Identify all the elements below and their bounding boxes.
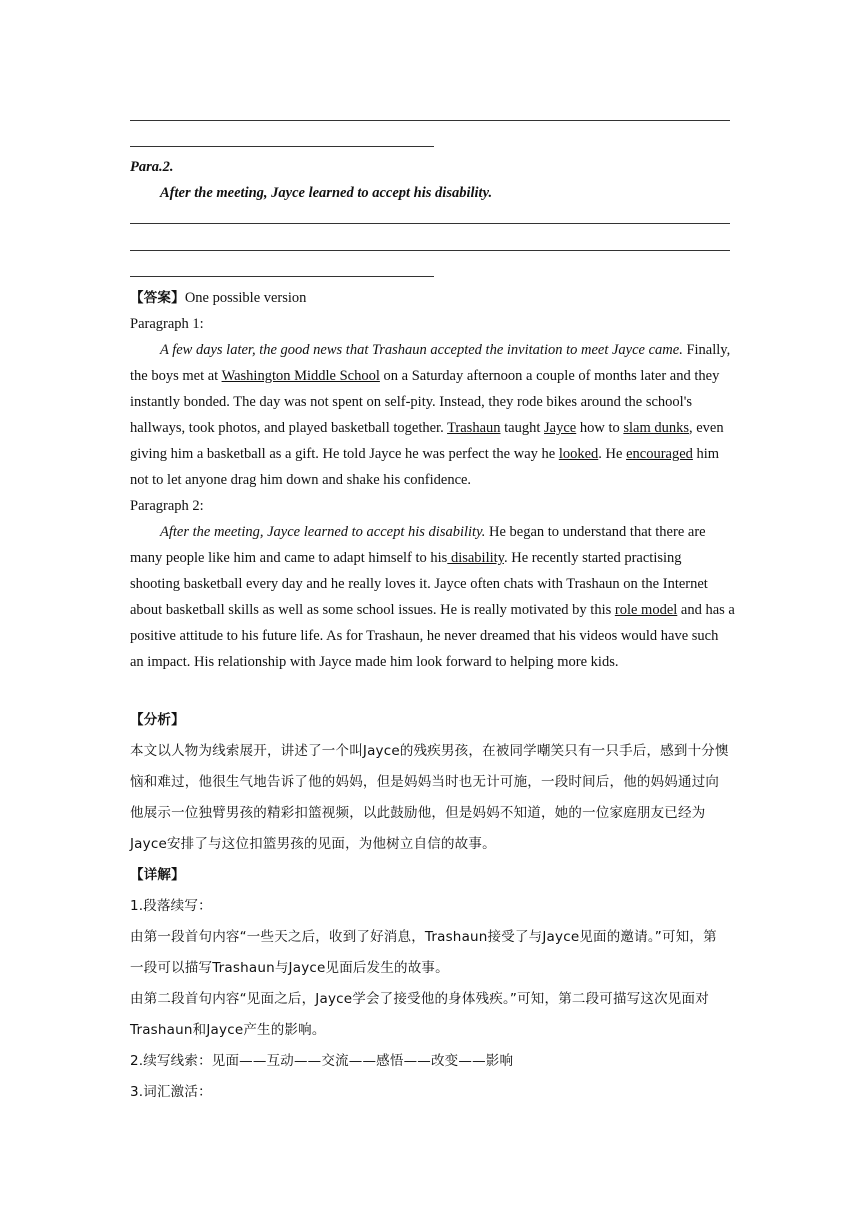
detail-step1-para2: 由第二段首句内容“见面之后，Jayce学会了接受他的身体残疾。”可知，第二段可描写这次见面对Trashaun和Jayce产生的影响。	[130, 991, 709, 1038]
answer-line[interactable]	[130, 120, 730, 121]
answer-line[interactable]	[130, 223, 730, 224]
paragraph2-text: After the meeting, Jayce learned to accept his disability. He began to understand that there are many people like him and came to adapt himself to his disability. He recently started practising shooting basketball every day and he really loves it. Jayce often chats with Trashaun on the Internet about basketball skills as well as some school issues. He is really motivated by this role model and has a positive attitude to his future life. As for Trashaun, he never dreamed that his videos would have such an impact. His relationship with Jayce made him look forward to helping more kids.	[130, 524, 735, 670]
detail-tag: 【详解】	[130, 867, 185, 883]
answer-line[interactable]	[130, 250, 730, 251]
analysis-tag: 【分析】	[130, 712, 185, 728]
analysis-section	[130, 705, 730, 1108]
detail-step1-para1: 由第一段首句内容“一些天之后，收到了好消息，Trashaun接受了与Jayce见面的邀请。”可知，第一段可以描写Trashaun与Jayce见面后发生的故事。	[130, 929, 717, 976]
answer-line[interactable]	[130, 146, 434, 147]
detail-step1: 1.段落续写：	[130, 898, 212, 914]
para2-label: Para.2.	[130, 159, 174, 175]
paragraph1-text: A few days later, the good news that Trashaun accepted the invitation to meet Jayce came. Finally, the boys met at Washington Middle School on a Saturday afternoon a couple of months later and they instantly bonded. The day was not spent on self-pity. Instead, they rode bikes around the school's hallways, took photos, and played basketball together. Trashaun taught Jayce how to slam dunks, even giving him a basketball as a gift. He told Jayce he was perfect the way he looked. He encouraged him not to let anyone drag him down and shake his confidence.	[130, 342, 731, 488]
paragraph2-label: Paragraph 2:	[130, 498, 204, 514]
answer-section	[130, 285, 735, 675]
paragraph1-label: Paragraph 1:	[130, 316, 204, 332]
answer-title: One possible version	[184, 290, 307, 306]
answer-tag: 【答案】	[130, 290, 185, 306]
para2-prompt: After the meeting, Jayce learned to accept his disability.	[160, 185, 493, 201]
answer-line[interactable]	[130, 276, 434, 277]
analysis-text: 本文以人物为线索展开，讲述了一个叫Jayce的残疾男孩，在被同学嘲笑只有一只手后，感到十分懊恼和难过，他很生气地告诉了他的妈妈，但是妈妈当时也无计可施，一段时间后，他的妈妈通过向他展示一位独臂男孩的精彩扣篮视频，以此鼓励他，但是妈妈不知道，她的一位家庭朋友已经为Jayce安排了与这位扣篮男孩的见面，为他树立自信的故事。	[130, 743, 729, 852]
detail-step3: 3.词汇激活：	[130, 1084, 212, 1100]
detail-step2: 2.续写线索：见面——互动——交流——感悟——改变——影响	[130, 1053, 514, 1069]
